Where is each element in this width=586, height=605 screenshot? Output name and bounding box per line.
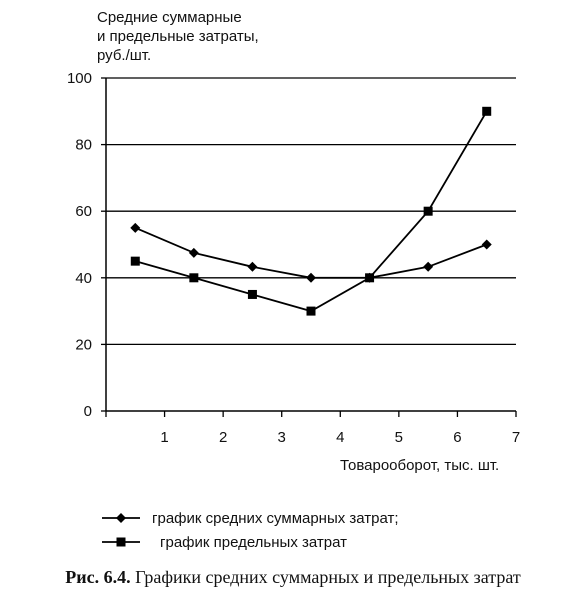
y-tick-label: 40 [75, 269, 92, 287]
data-point-square [365, 273, 374, 282]
legend-marker-diamond [116, 513, 126, 523]
y-tick-label: 100 [66, 70, 92, 87]
y-tick-label: 60 [75, 203, 92, 221]
legend-marker-square [117, 538, 126, 547]
data-point-square [131, 257, 140, 266]
axes [101, 78, 516, 417]
gridlines [106, 78, 516, 344]
y-axis-label-line-1: Средние суммарные [97, 9, 242, 26]
x-tick-label: 2 [218, 429, 228, 446]
x-tick-label: 4 [336, 429, 345, 446]
figure-caption [0, 567, 586, 588]
series-line-diamond [135, 228, 486, 278]
data-point-square [189, 273, 198, 282]
data-point-diamond [130, 223, 140, 233]
x-tick-label: 3 [277, 429, 286, 446]
y-axis-label-line-2: и предельные затраты, [97, 28, 259, 45]
x-tick-label: 7 [511, 429, 521, 446]
data-point-diamond [189, 248, 199, 258]
data-point-square [424, 207, 433, 216]
data-point-diamond [482, 240, 492, 250]
x-axis-label: Товарооборот, тыс. шт. [340, 457, 500, 474]
y-tick-label: 0 [83, 403, 92, 420]
x-tick-label: 1 [160, 429, 169, 446]
y-tick-label: 80 [75, 136, 92, 154]
y-tick-label: 20 [75, 336, 92, 354]
data-point-diamond [306, 273, 316, 283]
data-point-square [307, 307, 316, 316]
caption-label: Рис. 6.4. [65, 567, 131, 587]
caption-text: Графики средних суммарных и предельных затрат [135, 567, 521, 587]
legend-label-square: график предельных затрат [160, 534, 347, 551]
data-point-square [248, 290, 257, 299]
legend-label-diamond: график средних суммарных затрат; [152, 510, 399, 527]
x-tick-label: 6 [453, 429, 462, 446]
data-point-square [482, 107, 491, 116]
data-point-diamond [423, 262, 433, 272]
data-point-diamond [247, 262, 257, 272]
legend [102, 510, 399, 551]
x-tick-label: 5 [394, 429, 404, 446]
y-axis-label-line-3: руб./шт. [97, 47, 152, 64]
